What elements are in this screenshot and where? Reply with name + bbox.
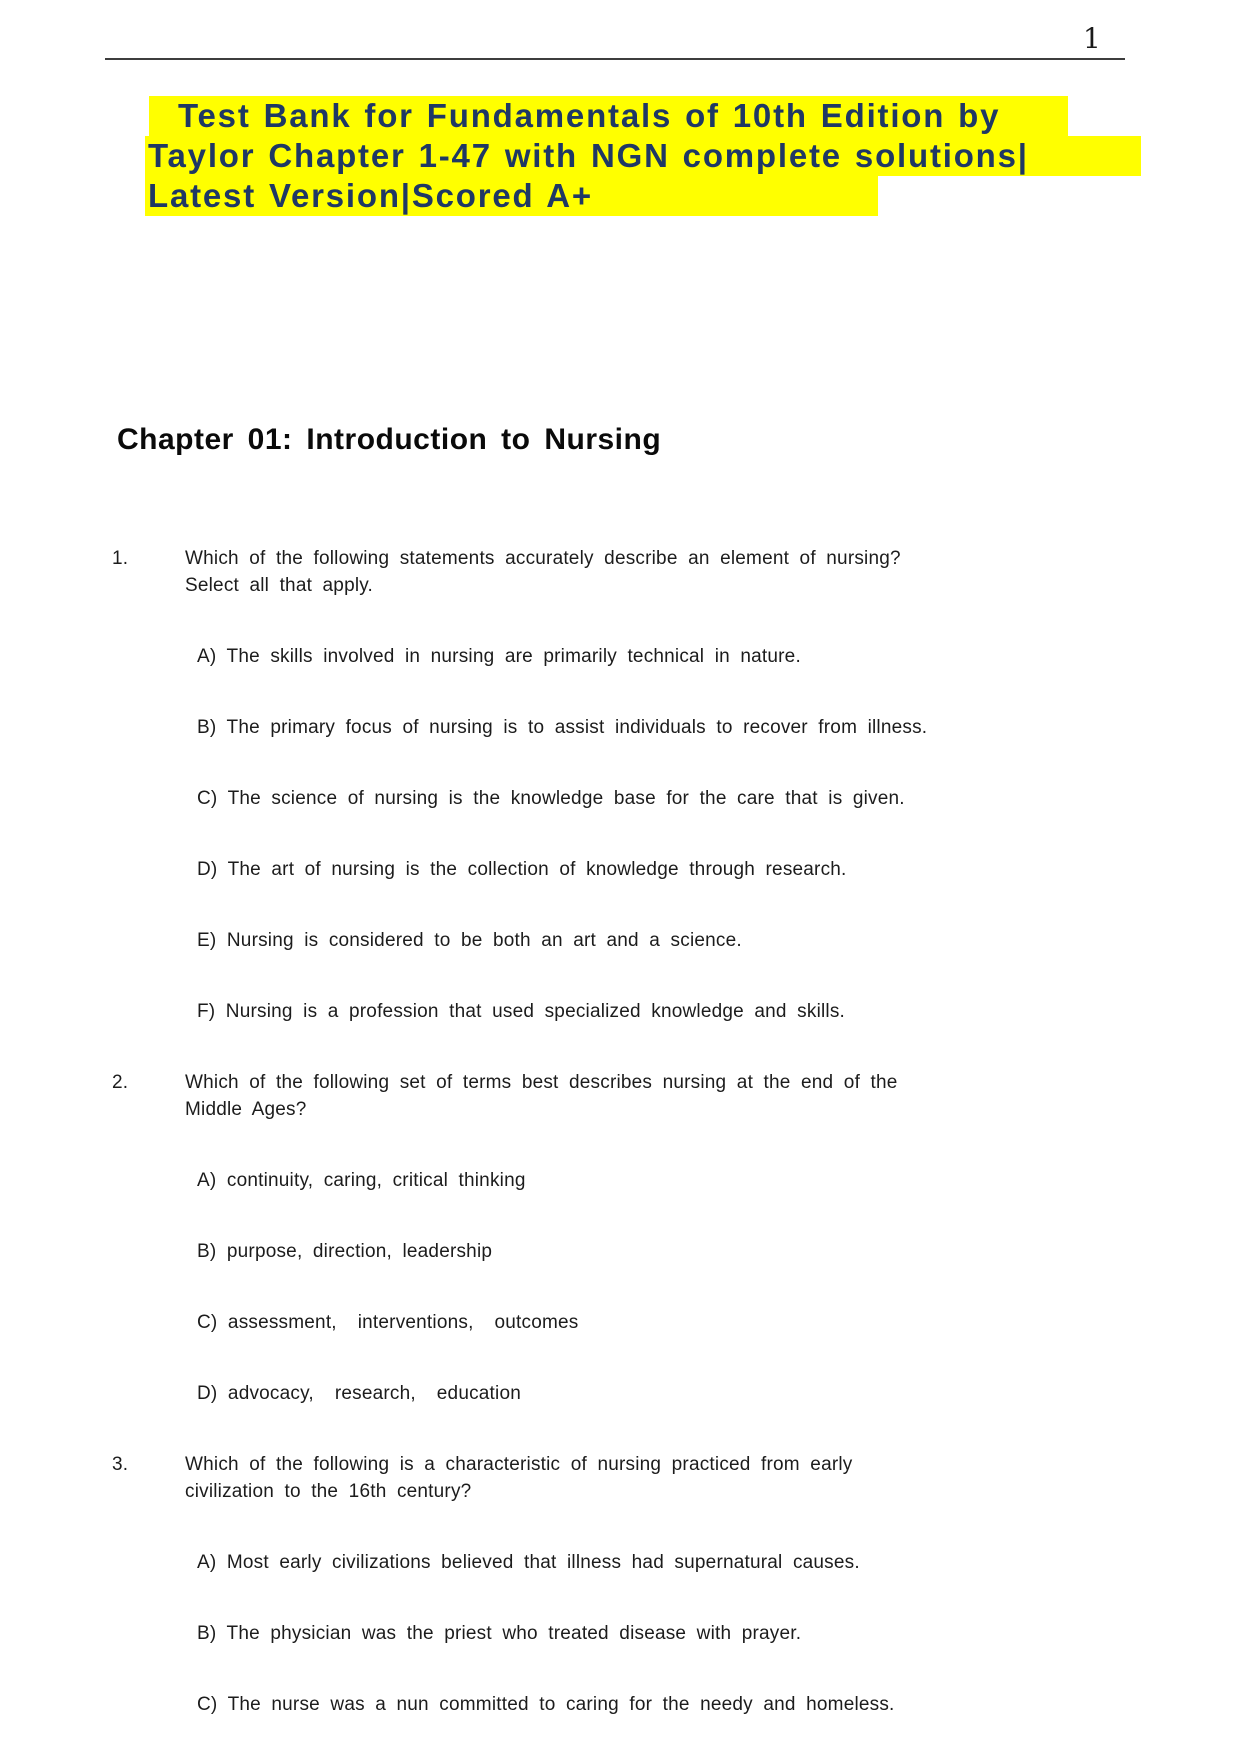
question-1-head — [112, 545, 1132, 599]
question-1 — [112, 545, 1132, 1025]
question-3-option-b: B) The physician was the priest who treated disease with prayer. — [197, 1623, 802, 1644]
question-2-line-1: Which of the following set of terms best describes nursing at the end of the — [185, 1072, 898, 1093]
question-2 — [112, 1069, 1132, 1407]
page-number: 1 — [1083, 22, 1101, 55]
question-3-option-a: A) Most early civilizations believed that illness had supernatural causes. — [197, 1552, 860, 1573]
document-title — [145, 96, 1141, 216]
question-3 — [112, 1451, 1132, 1718]
question-1-number: 1. — [112, 548, 129, 569]
title-line-1: Test Bank for Fundamentals of 10th Edition by — [149, 96, 1068, 136]
title-row — [145, 176, 1141, 216]
header-rule — [105, 58, 1125, 60]
question-1-line-2: Select all that apply. — [185, 575, 374, 596]
title-line-3: Latest Version|Scored A+ — [145, 176, 878, 216]
title-row — [145, 136, 1141, 176]
question-2-option-c: C) assessment, interventions, outcomes — [197, 1312, 579, 1333]
question-3-head — [112, 1451, 1132, 1505]
question-1-option-d: D) The art of nursing is the collection of knowledge through research. — [197, 859, 847, 880]
question-2-line-2: Middle Ages? — [185, 1099, 307, 1120]
question-1-option-c: C) The science of nursing is the knowledge base for the care that is given. — [197, 788, 905, 809]
chapter-heading: Chapter 01: Introduction to Nursing — [117, 423, 662, 456]
question-3-number: 3. — [112, 1454, 129, 1475]
question-2-option-d: D) advocacy, research, education — [197, 1383, 521, 1404]
question-1-option-b: B) The primary focus of nursing is to assist individuals to recover from illness. — [197, 717, 928, 738]
question-2-head — [112, 1069, 1132, 1123]
question-3-line-1: Which of the following is a characteristic of nursing practiced from early — [185, 1454, 853, 1475]
question-2-text — [185, 1069, 1132, 1123]
title-line-2: Taylor Chapter 1-47 with NGN complete solutions| — [145, 136, 1141, 176]
question-3-line-2: civilization to the 16th century? — [185, 1481, 472, 1502]
question-1-text — [185, 545, 1132, 599]
question-1-option-f: F) Nursing is a profession that used specialized knowledge and skills. — [197, 1001, 846, 1022]
questions-list — [112, 545, 1132, 1718]
title-row — [145, 96, 1141, 136]
question-2-option-a: A) continuity, caring, critical thinking — [197, 1170, 526, 1191]
question-2-number: 2. — [112, 1072, 129, 1093]
question-1-option-e: E) Nursing is considered to be both an art and a science. — [197, 930, 742, 951]
question-1-line-1: Which of the following statements accurately describe an element of nursing? — [185, 548, 901, 569]
question-3-text — [185, 1451, 1132, 1505]
question-2-option-b: B) purpose, direction, leadership — [197, 1241, 493, 1262]
question-1-option-a: A) The skills involved in nursing are primarily technical in nature. — [197, 646, 801, 667]
question-3-option-c: C) The nurse was a nun committed to caring for the needy and homeless. — [197, 1694, 895, 1715]
